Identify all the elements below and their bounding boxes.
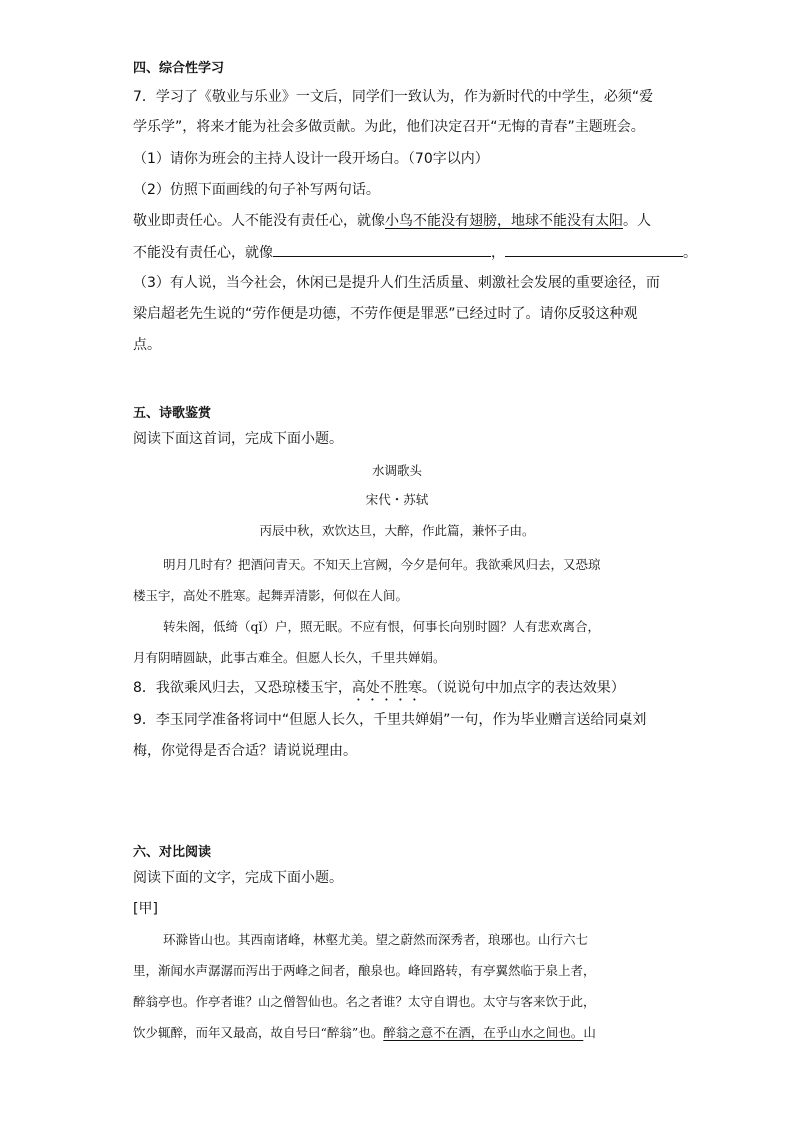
poem-stanza-1-line-1: 明月几时有？把酒问青天。不知天上宫阙，今夕是何年。我欲乘风归去，又恐琼 (163, 557, 601, 572)
passage-label-jia: [甲] (133, 901, 158, 917)
section-5-intro: 阅读下面这首词，完成下面小题。 (133, 431, 343, 447)
poem-stanza-2-line-1: 转朱阁，低绮（qǐ）户，照无眠。不应有恨，何事长向别时圆？人有悲欢离合， (163, 619, 601, 634)
q7-line-2: 学乐学”，将来才能为社会多做贡献。为此，他们决定召开“无悔的青春”主题班会。 (133, 119, 645, 135)
q9-line-2: 梅，你觉得是否合适？请说说理由。 (133, 743, 357, 759)
q7-answer-blank-2[interactable] (505, 242, 683, 257)
q7-example-suffix: 。人 (623, 213, 651, 229)
passage-line-3: 醉翁亭也。作亭者谁？山之僧智仙也。名之者谁？太守自谓也。太守与客来饮于此， (133, 994, 596, 1009)
passage-line-4 (133, 1023, 596, 1043)
poem-author: 宋代・苏轼 (365, 492, 429, 507)
q8-dotted-phrase: 高处不胜寒 (351, 680, 422, 696)
section-6-heading: 六、对比阅读 (133, 845, 212, 860)
q8-suffix: 。（说说句中加点字的表达效果） (421, 680, 625, 696)
q7-sub-3-line-2: 梁启超老先生说的“劳作便是功德，不劳作便是罪恶”已经过时了。请你反驳这种观 (133, 306, 638, 322)
passage-line-4-suffix: 山 (583, 1025, 596, 1040)
passage-line-1: 环滁皆山也。其西南诸峰，林壑尤美。望之蔚然而深秀者，琅琊也。山行六七 (163, 932, 589, 947)
section-5-heading: 五、诗歌鉴赏 (133, 406, 212, 421)
q8-prefix: 8．我欲乘风归去，又恐琼楼玉宇， (133, 680, 352, 696)
q7-blank-prefix: 不能没有责任心，就像 (133, 245, 273, 261)
q7-example-underlined: 小鸟不能没有翅膀，地球不能没有太阳 (385, 213, 623, 229)
poem-title: 水调歌头 (371, 463, 422, 478)
q7-example-sentence (133, 211, 651, 231)
q7-blank-end: 。 (683, 245, 697, 261)
passage-line-4-prefix: 饮少辄醉，而年又最高，故自号曰“醉翁”也。 (133, 1025, 384, 1040)
q7-line-1: 7．学习了《敬业与乐业》一文后，同学们一致认为，作为新时代的中学生，必须“爱 (133, 89, 654, 105)
q9-line-1: 9．李玉同学准备将词中“但愿人长久，千里共婵娟”一句，作为毕业赠言送给同桌刘 (133, 712, 647, 728)
passage-line-2: 里，渐闻水声潺潺而泻出于两峰之间者，酿泉也。峰回路转，有亭翼然临于泉上者， (133, 963, 596, 978)
q7-answer-blank-1[interactable] (273, 242, 491, 257)
q7-blank-line (133, 242, 697, 263)
q7-blank-separator: ， (491, 245, 505, 261)
q7-example-prefix: 敬业即责任心。人不能没有责任心，就像 (133, 213, 385, 229)
poem-preface: 丙辰中秋，欢饮达旦，大醉，作此篇，兼怀子由。 (259, 523, 535, 538)
q7-sub-3-line-3: 点。 (133, 337, 161, 353)
q7-sub-2: （2）仿照下面画线的句子补写两句话。 (133, 182, 380, 198)
section-4-heading: 四、综合性学习 (133, 61, 225, 76)
poem-stanza-1-line-2: 楼玉宇，高处不胜寒。起舞弄清影，何似在人间。 (133, 588, 409, 603)
q7-sub-1: （1）请你为班会的主持人设计一段开场白。（70字以内） (133, 151, 489, 167)
section-6-intro: 阅读下面的文字，完成下面小题。 (133, 870, 343, 886)
q7-sub-3-line-1: （3）有人说，当今社会，休闲已是提升人们生活质量、刺激社会发展的重要途径，而 (133, 275, 660, 291)
passage-underlined-sentence: 醉翁之意不在酒，在乎山水之间也。 (383, 1025, 584, 1040)
q8 (133, 678, 625, 704)
poem-stanza-2-line-2: 月有阴晴圆缺，此事古难全。但愿人长久，千里共婵娟。 (133, 650, 446, 665)
